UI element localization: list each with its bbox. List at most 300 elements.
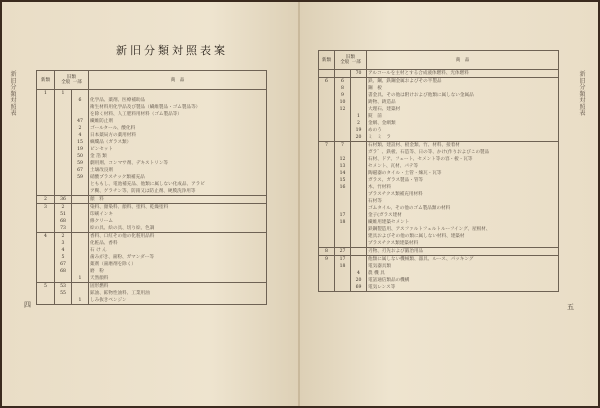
item-cell: 電気器具類 xyxy=(367,263,559,270)
old-part-cell: 70 xyxy=(351,70,367,78)
item-cell: 大理石、建築材 xyxy=(367,106,559,113)
old-part-cell xyxy=(72,225,89,233)
old-all-cell: 12 xyxy=(335,156,351,163)
old-all-cell xyxy=(55,167,72,174)
new-class-cell xyxy=(37,297,55,305)
table-row xyxy=(37,188,267,196)
right-table-header xyxy=(319,51,559,70)
old-all-cell xyxy=(335,205,351,212)
item-cell: 石材類、建設材、板金類、竹、材料、接着材 xyxy=(367,142,559,150)
old-all-cell xyxy=(335,70,351,78)
table-row xyxy=(319,240,559,248)
old-all-cell: 2 xyxy=(55,204,72,212)
old-all-cell: 17 xyxy=(335,256,351,264)
item-cell: 香料、口紅その他の化粧用品料 xyxy=(89,233,267,241)
left-running-head: 新旧分類対照表 xyxy=(10,71,17,117)
old-all-cell xyxy=(55,153,72,160)
new-class-cell xyxy=(319,205,335,212)
old-all-cell: 68 xyxy=(55,268,72,275)
old-part-cell xyxy=(351,78,367,86)
item-cell: 錠 前 xyxy=(367,113,559,120)
old-part-cell xyxy=(72,283,89,291)
old-part-cell xyxy=(351,205,367,212)
old-all-cell: 55 xyxy=(55,290,72,297)
left-table-header xyxy=(37,71,267,90)
old-part-cell xyxy=(72,104,89,111)
new-class-cell xyxy=(37,290,55,297)
table-row xyxy=(319,156,559,163)
item-cell: アルコールを主材とする合成液体燃料、光体燃料 xyxy=(367,70,559,78)
old-all-cell: 16 xyxy=(335,184,351,191)
old-all-cell xyxy=(335,191,351,198)
item-cell: ア糊、ゲラチン等、防錆又は防止剤、硬膜洗浄用等 xyxy=(89,188,267,196)
new-class-cell xyxy=(37,174,55,181)
item-cell: 金 箔 類 xyxy=(89,153,267,160)
item-cell: プラスチクス類建築材料 xyxy=(367,240,559,248)
old-part-cell xyxy=(351,219,367,226)
table-row xyxy=(319,184,559,191)
table-row xyxy=(319,78,559,86)
new-class-cell xyxy=(319,240,335,248)
item-cell: 刃物、刃先および鍛冶用品 xyxy=(367,248,559,256)
item-cell: 硝酸プラスチック類補充品 xyxy=(89,174,267,181)
table-row xyxy=(37,90,267,98)
item-cell: 電話通信類品の機構 xyxy=(367,277,559,284)
item-cell: を除く材料、人工肥料用材料（ゴム製品等） xyxy=(89,111,267,118)
table-row xyxy=(319,212,559,219)
old-part-cell: 1 xyxy=(72,297,89,305)
item-cell: とももし、電池補充品、他類に属しない化成品、アラビ xyxy=(89,181,267,188)
header-old-class xyxy=(335,51,367,70)
item-cell: 顔 料 xyxy=(89,196,267,204)
old-all-cell xyxy=(55,97,72,104)
old-all-cell: 7 xyxy=(335,142,351,150)
item-cell: 化粧品、香料 xyxy=(89,240,267,247)
item-cell: プラスチクス類補充用材料 xyxy=(367,191,559,198)
item-cell: 他類に属しない機械類、器具、ルース、パッキング xyxy=(367,256,559,264)
old-all-cell: 73 xyxy=(55,225,72,233)
new-class-cell xyxy=(37,97,55,104)
new-class-cell xyxy=(37,211,55,218)
table-row xyxy=(37,111,267,118)
header-all: 全般 xyxy=(340,60,350,65)
new-class-cell xyxy=(319,263,335,270)
old-all-cell xyxy=(55,146,72,153)
old-all-cell: 9 xyxy=(335,92,351,99)
table-row xyxy=(37,181,267,188)
old-part-cell: 69 xyxy=(351,284,367,292)
new-class-cell xyxy=(319,177,335,184)
new-class-cell xyxy=(319,184,335,191)
new-class-cell xyxy=(319,127,335,134)
table-row xyxy=(319,170,559,177)
item-cell: 歯みがき、歯粉、ガマンダー等 xyxy=(89,254,267,261)
table-row xyxy=(319,277,559,284)
old-all-cell: 15 xyxy=(335,177,351,184)
new-class-cell: 9 xyxy=(319,256,335,264)
old-all-cell xyxy=(335,134,351,142)
item-cell: 修クリーム xyxy=(89,218,267,225)
old-all-cell xyxy=(55,297,72,305)
table-row xyxy=(319,127,559,134)
old-all-cell: 2 xyxy=(55,233,72,241)
new-class-cell xyxy=(37,225,55,233)
old-part-cell xyxy=(351,85,367,92)
item-cell: 鋼 板 xyxy=(367,85,559,92)
old-part-cell xyxy=(351,170,367,177)
header-item: 商 品 xyxy=(367,51,559,70)
old-part-cell xyxy=(351,156,367,163)
table-row xyxy=(319,226,559,233)
item-cell: 鉄、鋼、鉄鋼金属およびその半製品 xyxy=(367,78,559,86)
table-row xyxy=(37,275,267,283)
new-class-cell xyxy=(37,218,55,225)
old-all-cell xyxy=(55,174,72,181)
old-part-cell xyxy=(72,188,89,196)
new-class-cell xyxy=(37,275,55,283)
table-row xyxy=(319,106,559,113)
table-row xyxy=(37,153,267,160)
old-all-cell: 13 xyxy=(335,163,351,170)
old-all-cell xyxy=(335,284,351,292)
old-part-cell: 2 xyxy=(72,125,89,132)
old-all-cell xyxy=(335,270,351,277)
new-class-cell xyxy=(319,233,335,240)
item-cell: ミ ミ ラ xyxy=(367,134,559,142)
table-row xyxy=(319,134,559,142)
table-row xyxy=(37,218,267,225)
new-class-cell: 3 xyxy=(37,204,55,212)
old-part-cell: 20 xyxy=(351,134,367,142)
old-part-cell: 20 xyxy=(351,277,367,284)
new-class-cell xyxy=(37,181,55,188)
table-row xyxy=(37,211,267,218)
old-all-cell: 1 xyxy=(55,90,72,98)
old-all-cell xyxy=(55,275,72,283)
table-row xyxy=(319,233,559,240)
item-cell: 固形燃料 xyxy=(89,283,267,291)
open-book xyxy=(2,2,598,406)
old-part-cell xyxy=(351,248,367,256)
header-all: 全般 xyxy=(61,80,71,85)
old-all-cell xyxy=(335,240,351,248)
new-class-cell xyxy=(37,132,55,139)
new-class-cell xyxy=(37,125,55,132)
table-row xyxy=(319,149,559,156)
item-cell: 蝋燭品（ガラス類） xyxy=(89,139,267,146)
new-class-cell: 7 xyxy=(319,142,335,150)
old-part-cell: 59 xyxy=(72,160,89,167)
old-part-cell xyxy=(72,290,89,297)
old-all-cell xyxy=(335,198,351,205)
table-row xyxy=(319,205,559,212)
item-cell: 書金具、その他は附けおよび他類に属しない金属品 xyxy=(367,92,559,99)
table-row xyxy=(319,163,559,170)
table-row xyxy=(319,142,559,150)
item-cell: セメント、瓦材、パテ等 xyxy=(367,163,559,170)
old-all-cell: 8 xyxy=(335,85,351,92)
new-class-cell xyxy=(37,146,55,153)
old-all-cell: 36 xyxy=(55,196,72,204)
old-part-cell xyxy=(351,92,367,99)
new-class-cell xyxy=(319,85,335,92)
old-all-cell: 18 xyxy=(335,263,351,270)
table-row xyxy=(37,132,267,139)
table-row xyxy=(37,139,267,146)
old-part-cell xyxy=(351,106,367,113)
new-class-cell xyxy=(319,198,335,205)
right-page xyxy=(300,2,598,406)
old-all-cell: 3 xyxy=(55,240,72,247)
new-class-cell xyxy=(37,188,55,196)
item-cell: 石 け ん xyxy=(89,247,267,254)
table-row xyxy=(37,268,267,275)
old-part-cell xyxy=(351,226,367,233)
new-class-cell xyxy=(319,270,335,277)
new-class-cell xyxy=(319,212,335,219)
item-cell: 絵の具、絵の具、切り絵、色調 xyxy=(89,225,267,233)
old-part-cell xyxy=(351,240,367,248)
old-part-cell: 15 xyxy=(72,139,89,146)
old-all-cell xyxy=(335,120,351,127)
old-all-cell xyxy=(55,104,72,111)
old-part-cell: 1 xyxy=(351,113,367,120)
table-row xyxy=(319,92,559,99)
header-old-label: 旧類 xyxy=(67,75,76,80)
table-row xyxy=(37,254,267,261)
item-cell: 土壌改良剤 xyxy=(89,167,267,174)
old-all-cell xyxy=(335,149,351,156)
old-all-cell: 17 xyxy=(335,212,351,219)
item-cell: ゴールタール、酸化料 xyxy=(89,125,267,132)
old-part-cell xyxy=(72,196,89,204)
table-row xyxy=(37,261,267,268)
old-all-cell xyxy=(335,113,351,120)
old-part-cell xyxy=(351,177,367,184)
item-cell: ガラス、ガラス製品・管等 xyxy=(367,177,559,184)
old-part-cell xyxy=(72,247,89,254)
left-page xyxy=(2,2,300,406)
new-class-cell: 6 xyxy=(319,78,335,86)
new-class-cell xyxy=(319,120,335,127)
table-row xyxy=(37,196,267,204)
item-cell: 鋳物、鋳造品 xyxy=(367,99,559,106)
item-cell: ピンセット xyxy=(89,146,267,153)
table-row xyxy=(37,146,267,153)
old-part-cell: 47 xyxy=(72,118,89,125)
table-row xyxy=(37,283,267,291)
new-class-cell xyxy=(319,277,335,284)
table-row xyxy=(37,118,267,125)
old-all-cell xyxy=(55,160,72,167)
old-all-cell: 4 xyxy=(55,247,72,254)
new-class-cell xyxy=(319,113,335,120)
old-part-cell xyxy=(351,99,367,106)
old-all-cell: 53 xyxy=(55,283,72,291)
new-class-cell xyxy=(319,219,335,226)
table-row xyxy=(37,247,267,254)
old-part-cell xyxy=(351,184,367,191)
old-all-cell xyxy=(55,181,72,188)
item-cell: 石材等 xyxy=(367,198,559,205)
new-class-cell xyxy=(37,247,55,254)
table-row xyxy=(37,233,267,241)
right-classification-table xyxy=(318,50,559,292)
old-part-cell xyxy=(351,198,367,205)
table-row xyxy=(319,256,559,264)
old-part-cell xyxy=(72,90,89,98)
old-part-cell: 1 xyxy=(72,275,89,283)
new-class-cell: 1 xyxy=(37,90,55,98)
table-row xyxy=(319,198,559,205)
old-all-cell: 67 xyxy=(55,261,72,268)
old-part-cell xyxy=(351,233,367,240)
item-cell: 化学品、薬剤、医療補助品 xyxy=(89,97,267,104)
old-part-cell xyxy=(72,111,89,118)
new-class-cell xyxy=(37,167,55,174)
item-cell: 日本薬局方の薬用材料 xyxy=(89,132,267,139)
right-folio: 五 xyxy=(567,303,574,311)
old-part-cell: 19 xyxy=(351,127,367,134)
left-classification-table xyxy=(36,70,267,305)
item-cell: 天然顔料 xyxy=(89,275,267,283)
new-class-cell xyxy=(319,134,335,142)
left-folio: 四 xyxy=(24,301,31,309)
header-part: 一部 xyxy=(351,60,361,65)
header-new-class: 新類 xyxy=(319,51,335,70)
old-part-cell xyxy=(72,240,89,247)
item-cell: 陶磁器のタイル・土管・煉瓦・瓦等 xyxy=(367,170,559,177)
item-cell: めのう xyxy=(367,127,559,134)
old-part-cell: 67 xyxy=(72,167,89,174)
table-row xyxy=(319,70,559,78)
old-all-cell xyxy=(55,125,72,132)
new-class-cell xyxy=(319,191,335,198)
old-all-cell xyxy=(335,233,351,240)
old-all-cell xyxy=(55,132,72,139)
new-class-cell xyxy=(319,170,335,177)
old-all-cell xyxy=(335,127,351,134)
old-part-cell: 6 xyxy=(72,97,89,104)
new-class-cell xyxy=(319,70,335,78)
table-row xyxy=(319,191,559,198)
item-cell: 金子(ガラス建材 xyxy=(367,212,559,219)
item-cell: 薬剤（歯磨剤を除く） xyxy=(89,261,267,268)
new-class-cell xyxy=(37,240,55,247)
old-part-cell: 19 xyxy=(72,146,89,153)
item-cell: 農 機 具 xyxy=(367,270,559,277)
old-part-cell xyxy=(351,263,367,270)
new-class-cell xyxy=(37,139,55,146)
old-all-cell: 51 xyxy=(55,211,72,218)
page-title: 新旧分類対照表案 xyxy=(116,44,228,57)
old-part-cell xyxy=(72,261,89,268)
new-class-cell xyxy=(319,163,335,170)
old-all-cell xyxy=(55,118,72,125)
new-class-cell xyxy=(319,92,335,99)
old-all-cell: 10 xyxy=(335,99,351,106)
old-all-cell: 5 xyxy=(55,254,72,261)
table-row xyxy=(319,177,559,184)
new-class-cell xyxy=(319,226,335,233)
new-class-cell xyxy=(37,160,55,167)
new-class-cell xyxy=(319,106,335,113)
new-class-cell xyxy=(37,254,55,261)
header-old-class xyxy=(55,71,89,90)
new-class-cell xyxy=(37,153,55,160)
old-part-cell: 4 xyxy=(72,132,89,139)
item-cell: 衛生材料用化学品及び製品（繊維製品・ゴム製品等） xyxy=(89,104,267,111)
new-class-cell xyxy=(37,268,55,275)
new-class-cell xyxy=(37,261,55,268)
item-cell: ガラ゛、鉄板、石造等、日の等、かけ(作りおよびこの製品 xyxy=(367,149,559,156)
table-row xyxy=(37,240,267,247)
old-part-cell xyxy=(72,218,89,225)
table-row xyxy=(319,113,559,120)
old-part-cell xyxy=(351,256,367,264)
new-class-cell xyxy=(319,284,335,292)
table-row xyxy=(37,167,267,174)
new-class-cell xyxy=(319,156,335,163)
item-cell: 建具およびその他の類に属しない材料、建築材 xyxy=(367,233,559,240)
old-part-cell: 50 xyxy=(72,153,89,160)
old-part-cell: 4 xyxy=(351,270,367,277)
table-row xyxy=(319,284,559,292)
item-cell: 磨 粉 xyxy=(89,268,267,275)
item-cell: 繊維防止剤 xyxy=(89,118,267,125)
table-row xyxy=(319,248,559,256)
header-new-class: 新類 xyxy=(37,71,55,90)
new-class-cell xyxy=(37,104,55,111)
old-part-cell: 59 xyxy=(72,174,89,181)
item-cell: 鉱油、鉱物性油料、工業用油 xyxy=(89,290,267,297)
item-cell: 劇用剤、コンマサ剤、デキストリン等 xyxy=(89,160,267,167)
new-class-cell xyxy=(37,111,55,118)
item-cell: ゴムタイル、その他のゴム製品類の材料 xyxy=(367,205,559,212)
old-part-cell xyxy=(351,191,367,198)
old-all-cell xyxy=(55,188,72,196)
item-cell: 木、竹材料 xyxy=(367,184,559,191)
old-part-cell xyxy=(72,268,89,275)
table-row xyxy=(319,263,559,270)
old-all-cell: 27 xyxy=(335,248,351,256)
item-cell: 繊維用建築セメント xyxy=(367,219,559,226)
old-all-cell: 18 xyxy=(335,219,351,226)
header-old-label: 旧類 xyxy=(346,55,355,60)
old-part-cell xyxy=(72,254,89,261)
table-row xyxy=(37,97,267,104)
table-row xyxy=(37,297,267,305)
old-part-cell xyxy=(351,163,367,170)
header-item: 商 品 xyxy=(89,71,267,90)
item-cell: 染料、顔染料、顔料、塗料、乾燥塗料 xyxy=(89,204,267,212)
table-row xyxy=(319,99,559,106)
old-part-cell: 2 xyxy=(351,120,367,127)
table-row xyxy=(37,125,267,132)
new-class-cell xyxy=(319,99,335,106)
new-class-cell xyxy=(37,118,55,125)
item-cell: しみ抜きベンジン xyxy=(89,297,267,305)
old-all-cell xyxy=(55,111,72,118)
item-cell: 電気レンス等 xyxy=(367,284,559,292)
old-part-cell xyxy=(351,149,367,156)
old-all-cell xyxy=(335,277,351,284)
table-row xyxy=(37,104,267,111)
table-row xyxy=(319,270,559,277)
old-all-cell: 14 xyxy=(335,170,351,177)
new-class-cell: 8 xyxy=(319,248,335,256)
old-all-cell: 6 xyxy=(335,78,351,86)
